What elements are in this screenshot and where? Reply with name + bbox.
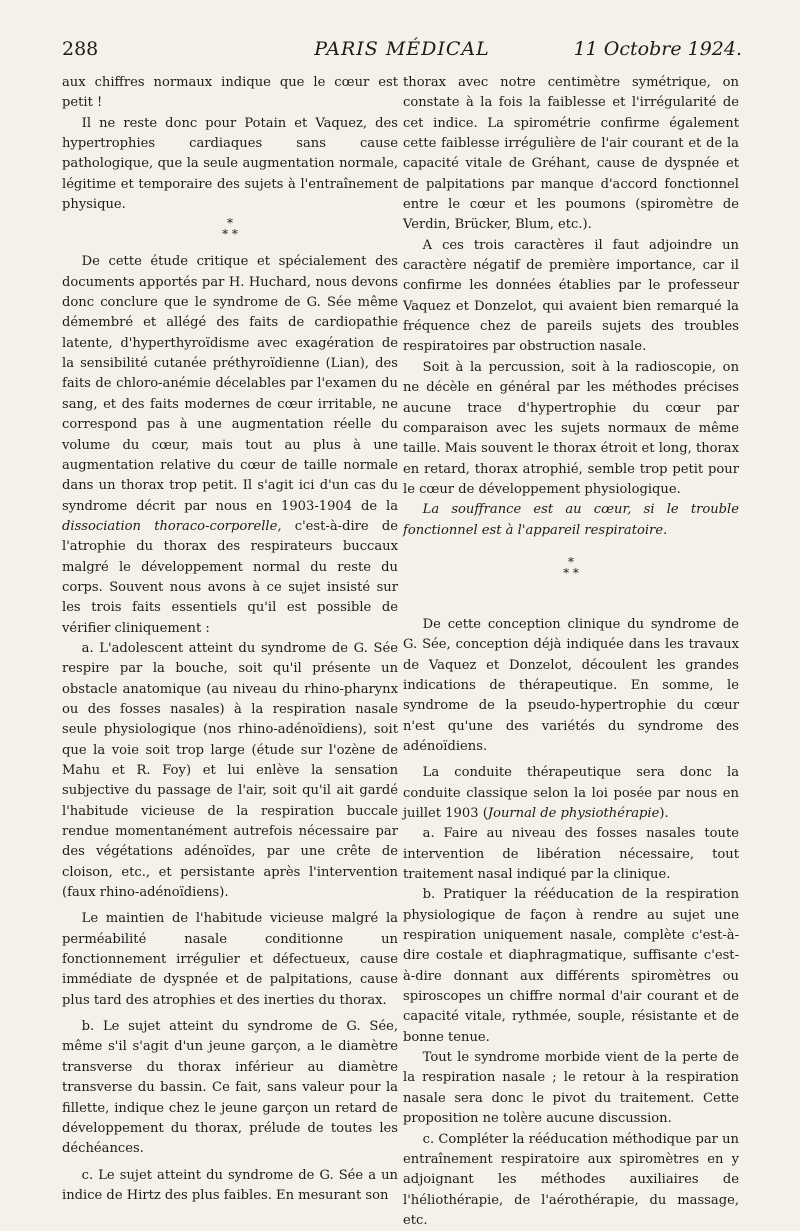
paragraph: b. Pratiquer la rééducation de la respiration physiologique de façon à rendre au sujet une respiration uniquement nasale, complète c'est-à-dire costale et diaphragmatique, suffisante c'est-à-dire donnant aux différents spiromètres ou spiroscopes un chiffre normal d'air courant et de capacité vitale, rythmée, souple, résistante et de bonne tenue. <box>403 885 739 1048</box>
paragraph: aux chiffres normaux indique que le cœur est petit ! <box>62 73 398 114</box>
paragraph: La conduite thérapeutique sera donc la conduite classique selon la loi posée par nous en juillet 1903 (Journal de physiothérapie). <box>403 763 739 824</box>
emphasis: dissociation thoraco-corporelle, <box>62 519 282 534</box>
paragraph <box>403 500 739 541</box>
paragraph: De cette conception clinique du syndrome de G. Sée, conception déjà indiquée dans les travaux de Vaquez et Donzelot, découlent les grandes indications de thérapeutique. En somme, le syndrome de la pseudo-hypertrophie du cœur n'est qu'une des variétés du syndrome des adénoïdiens. <box>403 615 739 757</box>
journal-title: PARIS MÉDICAL <box>62 38 742 60</box>
section-separator <box>403 557 739 579</box>
emphasis: La souffrance est au cœur, si le trouble fonctionnel est à l'appareil respiratoire. <box>403 502 739 537</box>
paragraph: a. L'adolescent atteint du syndrome de G. Sée respire par la bouche, soit qu'il présente un obstacle anatomique (au niveau du rhino-pharynx ou des fosses nasales) à la respiration nasale seule physiologique (nos rhino-adénoïdiens), soit que la voie soit trop large (étude sur l'ozène de Mahu et R. Foy) et lui enlève la sensation subjective du passage de l'air, soit qu'il ait gardé l'habitude vicieuse de la respiration buccale rendue momentanément autrefois nécessaire par des végétations adénoïdes, par une crête de cloison, etc., et persistante après l'intervention (faux rhino-adénoïdiens). <box>62 639 398 903</box>
paragraph: Il ne reste donc pour Potain et Vaquez, des hypertrophies cardiaques sans cause pathologique, que la seule augmentation normale, légitime et temporaire des sujets à l'entraînement physique. <box>62 114 398 216</box>
separator-star-top: * <box>403 557 739 568</box>
paragraph: c. Compléter la rééducation méthodique par un entraînement respiratoire aux spiromètres en y adjoignant les méthodes auxiliaires de l'héliothérapie, de l'aérothérapie, du massage, etc. <box>403 1130 739 1231</box>
paragraph: De cette étude critique et spécialement des documents apportés par H. Huchard, nous devons donc conclure que le syndrome de G. Sée même démembré et allégé des faits de cardiopathie latente, d'hyperthyroïdisme avec exagération de la sensibilité cutanée préthyroïdienne (Lian), des faits de chloro-anémie décelables par l'examen du sang, et des faits modernes de cœur irritable, ne correspond pas à une augmentation réelle du volume du cœur, mais tout au plus à une augmentation relative du cœur de taille normale dans un thorax trop petit. Il s'agit ici d'un cas du syndrome décrit par nous en 1903-1904 de la dissociation thoraco-corporelle, c'est-à-dire de l'atrophie du thorax des respirateurs buccaux malgré le développement normal du reste du corps. Souvent nous avons à ce sujet insisté sur les trois faits essentiels qu'il est possible de vérifier cliniquement : <box>62 252 398 639</box>
page-number: 288 <box>62 38 98 60</box>
paragraph: Soit à la percussion, soit à la radioscopie, on ne décèle en général par les méthodes précises aucune trace d'hypertrophie du cœur par comparaison avec les sujets normaux de même taille. Mais souvent le thorax étroit et long, thorax en retard, thorax atrophié, semble trop petit pour le cœur de développement physiologique. <box>403 358 739 500</box>
paragraph: Le maintien de l'habitude vicieuse malgré la perméabilité nasale conditionne un fonctionnement irrégulier et défectueux, cause immédiate de dyspnée et de palpitations, cause plus tard des atrophies et des inerties du thorax. <box>62 909 398 1011</box>
right-column <box>403 73 739 1231</box>
page-header <box>62 38 742 68</box>
separator-stars-bottom: * * <box>62 229 398 240</box>
paragraph: b. Le sujet atteint du syndrome de G. Sée, même s'il s'agit d'un jeune garçon, a le diamètre transverse du thorax inférieur au diamètre transverse du bassin. Ce fait, sans valeur pour la fillette, indique chez le jeune garçon un retard de développement du thorax, prélude de toutes les déchéances. <box>62 1017 398 1159</box>
paragraph: thorax avec notre centimètre symétrique, on constate à la fois la faiblesse et l'irrégularité de cet indice. La spirométrie confirme également cette faiblesse irrégulière de l'air courant et de la capacité vitale de Gréhant, cause de dyspnée et de palpitations par manque d'accord fonctionnel entre le cœur et les poumons (spiromètre de Verdin, Brücker, Blum, etc.). <box>403 73 739 236</box>
paragraph: Tout le syndrome morbide vient de la perte de la respiration nasale ; le retour à la respiration nasale sera donc le pivot du traitement. Cette proposition ne tolère aucune discussion. <box>403 1048 739 1129</box>
paragraph: A ces trois caractères il faut adjoindre un caractère négatif de première importance, car il confirme les données établies par le professeur Vaquez et Donzelot, qui avaient bien remarqué la fréquence chez de pareils sujets des troubles respiratoires par obstruction nasale. <box>403 236 739 358</box>
emphasis: Journal de physiothérapie <box>488 806 660 821</box>
separator-stars-bottom: * * <box>403 568 739 579</box>
section-separator <box>62 218 398 240</box>
left-column <box>62 73 398 1206</box>
separator-star-top: * <box>62 218 398 229</box>
paragraph: c. Le sujet atteint du syndrome de G. Sée a un indice de Hirtz des plus faibles. En mesurant son <box>62 1166 398 1207</box>
issue-date: 11 Octobre 1924. <box>574 38 742 60</box>
paragraph: a. Faire au niveau des fosses nasales toute intervention de libération nécessaire, tout traitement nasal indiqué par la clinique. <box>403 824 739 885</box>
